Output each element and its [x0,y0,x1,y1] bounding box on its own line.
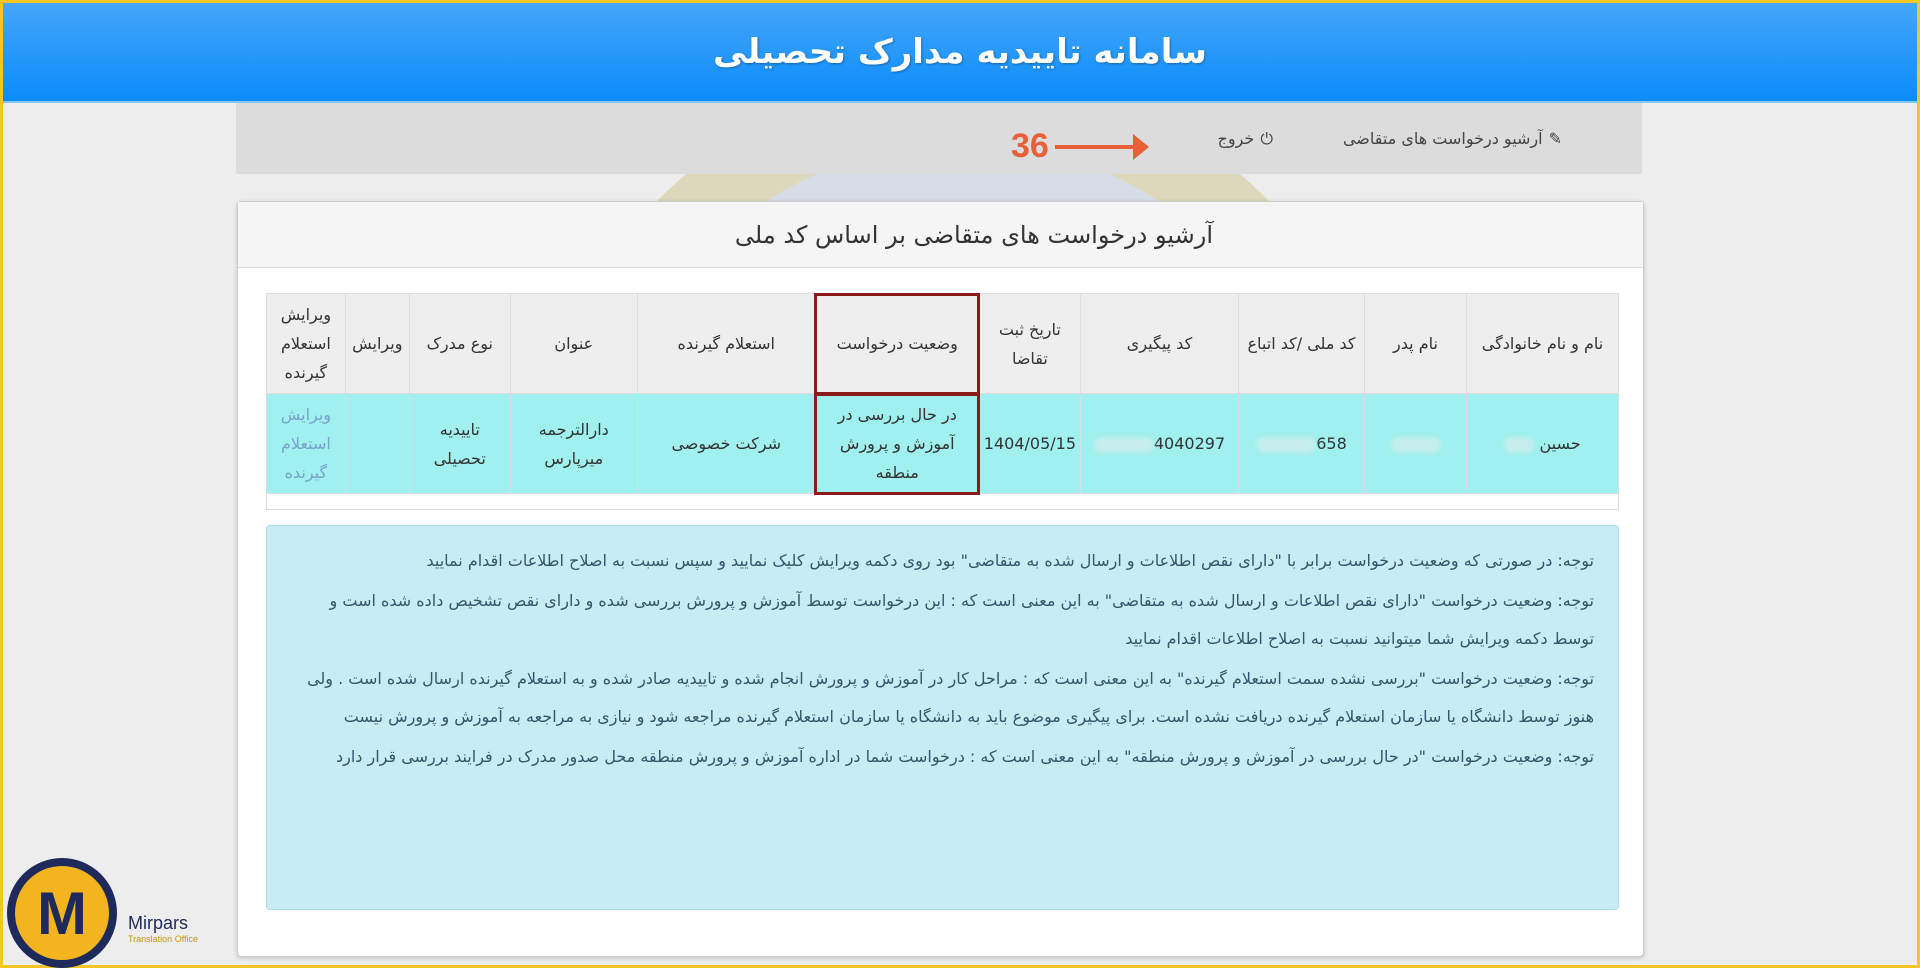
card-title: آرشیو درخواست های متقاضی بر اساس کد ملی [238,202,1643,268]
mirpars-logo: M [7,858,117,968]
col-header: نام پدر [1365,294,1467,394]
cell-title: دارالترجمه میرپارس [510,394,637,494]
col-header: عنوان [510,294,637,394]
note: توجه: وضعیت درخواست "در حال بررسی در آموزش و پرورش منطقه" به این معنی است که : درخواست شما در اداره آموزش و پرورش منطقه محل صدور مدرک در فرایند بررسی قرار دارد [335,747,1594,766]
col-header: نام و نام خانوادگی [1467,294,1619,394]
cell-inquirer: شرکت خصوصی [637,394,815,494]
notes-alert [266,525,1619,910]
requests-table [266,293,1619,510]
col-header: ویرایش استعلام گیرنده [267,294,346,394]
col-header: نوع مدرک [409,294,510,394]
col-header: تاریخ ثبت تقاضا [979,294,1080,394]
table-header-row [267,294,1619,394]
col-header: استعلام گیرنده [637,294,815,394]
cell-national-id: 658 [1239,394,1365,494]
edit-icon: ✎ [1548,129,1562,148]
note: توجه: وضعیت درخواست "دارای نقص اطلاعات و ارسال شده به متقاضی" به این معنی است که : این درخواست توسط آموزش و پرورش بررسی شده و دارای نقص تشخیص داده شده است و توسط دکمه ویرایش شما میتوانید نسبت به اصلاح اطلاعات اقدام نمایید [329,591,1594,648]
cell-name: حسین [1467,394,1619,494]
nav-archive-link[interactable]: ✎ آرشیو درخواست های متقاضی [1342,129,1562,148]
cell-tracking: 4040297 [1081,394,1239,494]
power-icon: ⏻ [1260,128,1273,148]
cell-status: در حال بررسی در آموزش و پرورش منطقه [815,394,979,494]
archive-card [237,201,1644,957]
arrow-icon [1055,145,1135,149]
app-header [3,3,1917,103]
nav-bar [236,103,1642,174]
step-annotation: 36 [1011,127,1135,166]
redacted [1391,437,1441,453]
note: توجه: در صورتی که وضعیت درخواست برابر با "دارای نقص اطلاعات و ارسال شده به متقاضی" بود روی دکمه ویرایش کلیک نمایید و سپس نسبت به اصلاح اطلاعات اقدام نمایید [426,551,1594,570]
cell-edit[interactable] [345,394,409,494]
note: توجه: وضعیت درخواست "بررسی نشده سمت استعلام گیرنده" به این معنی است که : مراحل کار در آموزش و پرورش انجام شده و تاییدیه صادر شده و به استعلام گیرنده ارسال شده است . ولی هنوز توسط دانشگاه یا سازمان استعلام گیرنده دریافت نشده است. برای پیگیری موضوع باید به دانشگاه یا سازمان استعلام گیرنده مراجعه شود و نیازی به مراجعه به آموزش و پرورش نیست [307,669,1594,726]
app-title: سامانه تاییدیه مدارک تحصیلی [713,32,1207,72]
col-header: ویرایش [345,294,409,394]
cell-father [1365,394,1467,494]
table-empty-row [267,494,1619,510]
redacted [1094,437,1154,453]
nav-logout-link[interactable]: ⏻ خروج [1217,128,1273,148]
col-header: وضعیت درخواست [815,294,979,394]
cell-doc-type: تاییدیه تحصیلی [409,394,510,494]
mirpars-logo-text: Mirpars Translation Office [128,913,199,944]
redacted [1256,437,1316,453]
edit-inquirer-link[interactable]: ویرایش استعلام گیرنده [267,394,346,494]
table-row [267,394,1619,494]
col-header: کد پیگیری [1081,294,1239,394]
redacted [1504,437,1534,453]
cell-date: 1404/05/15 [979,394,1080,494]
col-header: کد ملی /کد اتباع [1239,294,1365,394]
